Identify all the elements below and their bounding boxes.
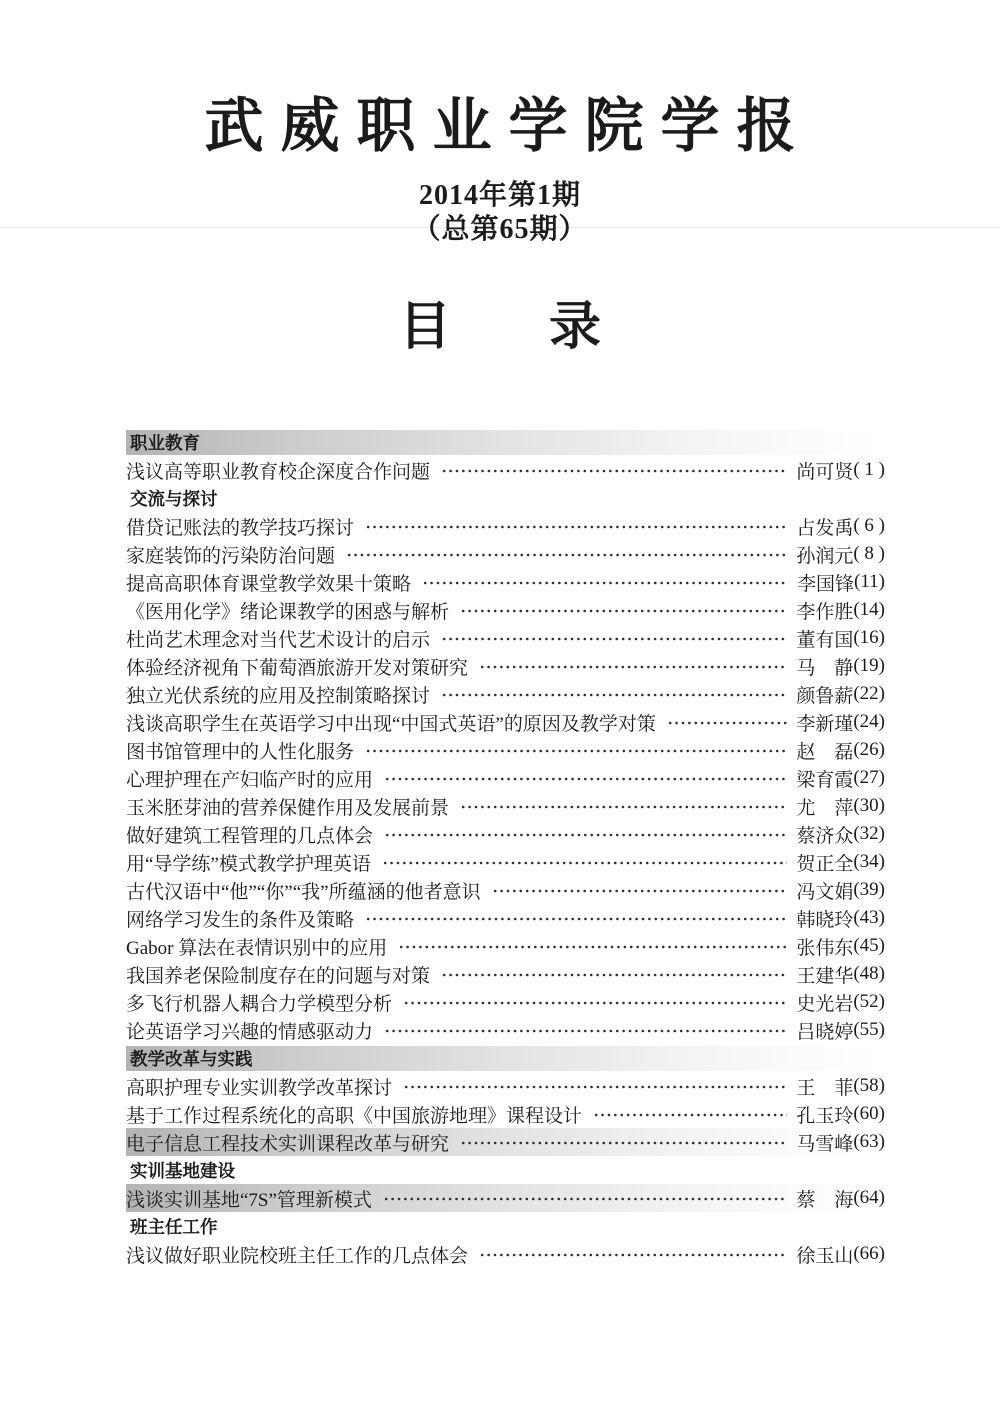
section-label: 教学改革与实践 (130, 1049, 253, 1069)
dot-leader (384, 1023, 787, 1039)
entry-title: 电子信息工程技术实训课程改革与研究 (126, 1133, 450, 1155)
dot-leader (479, 1247, 787, 1263)
entry-page: (26) (853, 739, 885, 760)
masthead (0, 0, 1000, 356)
entry-page: ( 1 ) (853, 459, 885, 480)
toc-list (126, 428, 885, 1268)
entry-title: 古代汉语中“他”“你”“我”所蕴涵的他者意识 (126, 881, 481, 903)
dot-leader (422, 575, 788, 591)
entry-page: (11) (854, 571, 885, 592)
dot-leader (479, 659, 787, 675)
dot-leader (403, 995, 787, 1011)
entry-title: 杜尚艺术理念对当代艺术设计的启示 (126, 629, 431, 651)
entry-page: ( 6 ) (853, 515, 885, 536)
entry-author: 赵 磊 (796, 741, 854, 763)
dot-leader (346, 547, 787, 563)
journal-title: 武威职业学院学报 (204, 93, 813, 159)
entry-page: ( 8 ) (853, 543, 885, 564)
entry-title: 我国养老保险制度存在的问题与对策 (126, 965, 431, 987)
toc-entry (126, 932, 885, 960)
section-label: 交流与探讨 (130, 489, 218, 509)
entry-author: 马雪峰 (796, 1133, 854, 1155)
entry-author: 尤 萍 (796, 797, 854, 819)
entry-page: (66) (853, 1243, 885, 1264)
toc-entry (126, 568, 885, 596)
toc-entry (126, 596, 885, 624)
dot-leader (383, 1191, 787, 1207)
entry-page: (52) (853, 991, 885, 1012)
dot-leader (403, 1079, 787, 1095)
entry-author: 李新瑾 (796, 713, 854, 735)
toc-entry (126, 1100, 885, 1128)
entry-author: 蔡 海 (796, 1189, 854, 1211)
toc-entry (126, 876, 885, 904)
entry-title: 高职护理专业实训教学改革探讨 (126, 1077, 393, 1099)
entry-title: 玉米胚芽油的营养保健作用及发展前景 (126, 797, 450, 819)
section-header (126, 430, 885, 455)
toc-entry (126, 904, 885, 932)
entry-title: 借贷记账法的教学技巧探讨 (126, 517, 355, 539)
dot-leader (460, 799, 787, 815)
entry-title: 用“导学练”模式教学护理英语 (126, 853, 371, 875)
entry-author: 颜鲁薪 (796, 685, 854, 707)
entry-page: (24) (853, 711, 885, 732)
entry-page: (55) (853, 1019, 885, 1040)
entry-title: 浅谈实训基地“7S”管理新模式 (126, 1189, 372, 1211)
dot-leader (398, 939, 787, 955)
entry-author: 梁育霞 (796, 769, 854, 791)
entry-title: 浅谈高职学生在英语学习中出现“中国式英语”的原因及教学对策 (126, 713, 656, 735)
toc-entry (126, 792, 885, 820)
entry-page: (43) (853, 907, 885, 928)
dot-leader (441, 463, 787, 479)
entry-author: 张伟东 (796, 937, 854, 959)
entry-page: (14) (853, 599, 885, 620)
dot-leader (593, 1107, 787, 1123)
entry-title: 图书馆管理中的人性化服务 (126, 741, 355, 763)
entry-title: 基于工作过程系统化的高职《中国旅游地理》课程设计 (126, 1105, 583, 1127)
toc-entry (126, 820, 885, 848)
toc-heading-char-left: 目 (398, 299, 451, 356)
dot-leader (384, 827, 787, 843)
entry-author: 尚可贤 (796, 461, 854, 483)
entry-page: (58) (853, 1075, 885, 1096)
entry-page: (63) (853, 1131, 885, 1152)
entry-page: (19) (853, 655, 885, 676)
toc-heading-char-right: 录 (549, 299, 602, 356)
entry-author: 李作胜 (796, 601, 854, 623)
entry-title: 提高高职体育课堂教学效果十策略 (126, 573, 412, 595)
toc-entry (126, 512, 885, 540)
dot-leader (365, 743, 787, 759)
entry-page: (60) (853, 1103, 885, 1124)
dot-leader (460, 603, 787, 619)
entry-author: 王 菲 (796, 1077, 854, 1099)
entry-page: (34) (853, 851, 885, 872)
cumulative-issue-number: （总第65期） (412, 214, 588, 245)
entry-title: 浅议做好职业院校班主任工作的几点体会 (126, 1245, 469, 1267)
dot-leader (441, 631, 787, 647)
entry-author: 马 静 (796, 657, 854, 679)
entry-title: 论英语学习兴趣的情感驱动力 (126, 1021, 374, 1043)
entry-author: 吕晓婷 (796, 1021, 854, 1043)
toc-entry (126, 848, 885, 876)
toc-entry (126, 1016, 885, 1044)
toc-entry (126, 960, 885, 988)
entry-page: (45) (853, 935, 885, 956)
entry-title: 做好建筑工程管理的几点体会 (126, 825, 374, 847)
entry-author: 徐玉山 (796, 1245, 854, 1267)
entry-page: (48) (853, 963, 885, 984)
entry-title: 多飞行机器人耦合力学模型分析 (126, 993, 393, 1015)
toc-entry (126, 624, 885, 652)
entry-title: 《医用化学》绪论课教学的困惑与解析 (126, 601, 450, 623)
entry-title: 家庭装饰的污染防治问题 (126, 545, 336, 567)
toc-entry (126, 652, 885, 680)
entry-author: 李国锋 (797, 573, 855, 595)
issue-number: 2014年第1期 (418, 180, 581, 211)
entry-author: 董有国 (796, 629, 854, 651)
entry-title: 浅议高等职业教育校企深度合作问题 (126, 461, 431, 483)
entry-page: (64) (853, 1187, 885, 1208)
dot-leader (460, 1135, 787, 1151)
entry-page: (32) (853, 823, 885, 844)
entry-author: 贺正全 (796, 853, 854, 875)
toc-entry (126, 988, 885, 1016)
dot-leader (441, 967, 787, 983)
toc-entry (126, 1240, 885, 1268)
entry-author: 冯文娟 (796, 881, 854, 903)
entry-page: (27) (853, 767, 885, 788)
toc-entry (126, 708, 885, 736)
section-header (126, 1214, 885, 1239)
toc-heading (0, 301, 1000, 356)
entry-author: 蔡济众 (796, 825, 854, 847)
entry-title: 网络学习发生的条件及策略 (126, 909, 355, 931)
entry-title: 体验经济视角下葡萄酒旅游开发对策研究 (126, 657, 469, 679)
entry-author: 占发禹 (796, 517, 854, 539)
dot-leader (441, 687, 787, 703)
toc-entry (126, 680, 885, 708)
toc-entry (126, 456, 885, 484)
dot-leader (365, 519, 787, 535)
section-label: 职业教育 (130, 433, 200, 453)
entry-page: (22) (853, 683, 885, 704)
entry-author: 孙润元 (796, 545, 854, 567)
entry-page: (16) (853, 627, 885, 648)
entry-author: 史光岩 (796, 993, 854, 1015)
dot-leader (382, 855, 787, 871)
dot-leader (384, 771, 787, 787)
entry-author: 孔玉玲 (796, 1105, 854, 1127)
toc-entry (126, 736, 885, 764)
toc-entry (126, 1072, 885, 1100)
dot-leader (667, 715, 787, 731)
dot-leader (492, 883, 788, 899)
section-label: 班主任工作 (130, 1217, 218, 1237)
toc-entry (126, 764, 885, 792)
entry-title: 心理护理在产妇临产时的应用 (126, 769, 374, 791)
entry-page: (30) (853, 795, 885, 816)
section-header (126, 486, 885, 511)
section-label: 实训基地建设 (130, 1161, 235, 1181)
entry-page: (39) (853, 879, 885, 900)
section-header (126, 1158, 885, 1183)
section-header (126, 1046, 885, 1071)
toc-entry (126, 540, 885, 568)
toc-entry (126, 1128, 885, 1156)
entry-author: 王建华 (796, 965, 854, 987)
entry-title: Gabor 算法在表情识别中的应用 (126, 937, 388, 959)
entry-title: 独立光伏系统的应用及控制策略探讨 (126, 685, 431, 707)
toc-entry (126, 1184, 885, 1212)
entry-author: 韩晓玲 (796, 909, 854, 931)
dot-leader (365, 911, 787, 927)
